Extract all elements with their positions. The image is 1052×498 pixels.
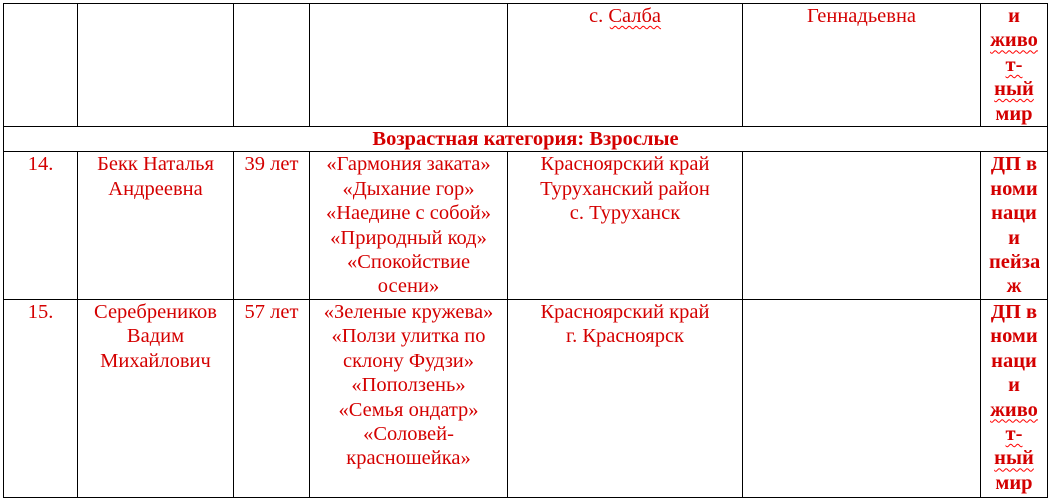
table-row bbox=[4, 299, 1048, 497]
result-line: ДП в bbox=[990, 300, 1038, 323]
work-title: «Поползень» bbox=[351, 374, 466, 397]
location-line: Красноярский край bbox=[540, 153, 710, 176]
result-line: живо bbox=[990, 29, 1038, 52]
name-cell: Серебреников Вадим Михайлович bbox=[78, 299, 234, 497]
location-line: г. Красноярск bbox=[565, 325, 685, 348]
name-cell bbox=[78, 4, 234, 127]
work-title: «Наедине с собой» bbox=[325, 202, 492, 225]
work-title: «Спокойствие осени» bbox=[346, 251, 471, 298]
number-cell: 14. bbox=[4, 152, 78, 299]
number-cell bbox=[4, 4, 78, 127]
note-cell bbox=[743, 4, 981, 127]
work-title: «Зеленые кружева» bbox=[323, 300, 494, 323]
location-line: Туруханский район bbox=[540, 177, 710, 200]
location-cell bbox=[508, 152, 743, 299]
name-cell: Бекк Наталья Андреевна bbox=[78, 152, 234, 299]
result-line: ный bbox=[994, 78, 1034, 101]
result-line: ДП в bbox=[990, 153, 1038, 176]
work-title: «Соловей-красношейка» bbox=[346, 422, 471, 470]
note-text: Геннадьевна bbox=[806, 5, 917, 27]
category-row bbox=[4, 127, 1048, 152]
result-line: наци bbox=[991, 349, 1037, 372]
result-line: и bbox=[1008, 374, 1020, 397]
work-title: «Дыхание гор» bbox=[342, 177, 475, 200]
table-row bbox=[4, 152, 1048, 299]
work-title: «Ползи улитка по склону Фудзи» bbox=[331, 325, 486, 372]
result-line: пейза bbox=[989, 251, 1041, 274]
table-row bbox=[4, 4, 1048, 127]
works-cell bbox=[310, 299, 508, 497]
result-cell bbox=[981, 152, 1048, 299]
result-line: и bbox=[1008, 5, 1020, 27]
result-line: ный bbox=[994, 447, 1034, 470]
location-cell bbox=[508, 299, 743, 497]
result-line: номи bbox=[990, 325, 1038, 348]
works-cell bbox=[310, 4, 508, 127]
category-heading: Возрастная категория: Взрослые bbox=[4, 127, 1048, 152]
note-cell bbox=[743, 299, 981, 497]
work-title: «Природный код» bbox=[330, 226, 487, 249]
result-cell bbox=[981, 4, 1048, 127]
result-cell bbox=[981, 299, 1048, 497]
work-title: «Гармония заката» bbox=[326, 153, 491, 176]
works-cell bbox=[310, 152, 508, 299]
location-line: с. Салба bbox=[588, 5, 662, 27]
location-line: Красноярский край bbox=[540, 300, 710, 323]
location-cell bbox=[508, 4, 743, 127]
result-line: и bbox=[1008, 226, 1020, 249]
result-line: номи bbox=[990, 177, 1038, 200]
result-line: мир bbox=[995, 471, 1033, 494]
age-cell: 57 лет bbox=[234, 299, 310, 497]
result-line: ж bbox=[1006, 275, 1022, 298]
location-line: с. Туруханск bbox=[569, 202, 681, 225]
result-line: т- bbox=[1005, 53, 1023, 76]
number-cell: 15. bbox=[4, 299, 78, 497]
result-line: мир bbox=[995, 102, 1033, 125]
age-cell bbox=[234, 4, 310, 127]
result-line: т- bbox=[1005, 422, 1023, 445]
participants-table bbox=[3, 3, 1048, 498]
result-line: наци bbox=[991, 202, 1037, 225]
age-cell: 39 лет bbox=[234, 152, 310, 299]
note-cell bbox=[743, 152, 981, 299]
work-title: «Семья ондатр» bbox=[338, 398, 479, 421]
result-line: живо bbox=[990, 398, 1038, 421]
